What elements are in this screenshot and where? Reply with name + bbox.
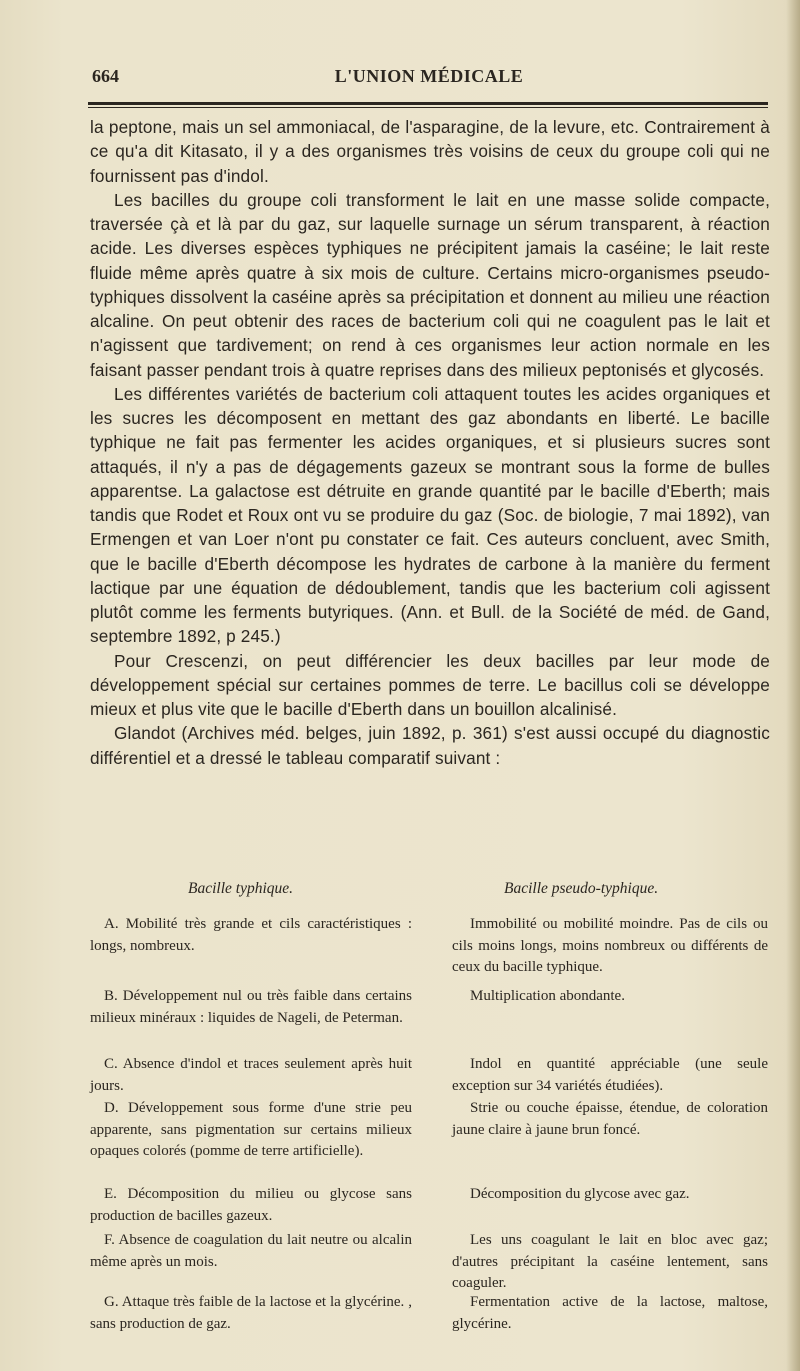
paragraph-3: Les différentes variétés de bacterium coli attaquent toutes les acides organiques et les sucres les décomposent en mettant des gaz abondants en liberté. Le bacille typhique ne fait pas fermenter les acides organiques, et si plusieurs sucres sont attaqués, il n'y a pas de dégagements gazeux se montrant sous la forme de bulles apparentse. La galactose est détruite en grande quantité par le bacille d'Eberth; mais tandis que Rodet et Roux ont vu se produire du gaz (Soc. de biologie, 7 mai 1892), van Ermengen et van Loer n'ont pu constater ce fait. Ces auteurs concluent, avec Smith, que le bacille d'Eberth décompose les hydrates de carbone à la manière du ferment lactique par une équation de dédoublement, tandis que les bacterium coli agissent plutôt comme les ferments butyriques. (Ann. et Bull. de la Société de méd. de Gand, septembre 1892, p 245.) [90, 383, 770, 647]
header-rule-thin [88, 107, 768, 108]
page-header [92, 66, 766, 96]
table-cell-left: A. Mobilité très grande et cils caractéristiques : longs, nombreux. [90, 916, 412, 954]
paragraph-4: Pour Crescenzi, on peut différencier les deux bacilles par leur mode de développement spécial sur certaines pommes de terre. Le bacillus coli se développe mieux et plus vite que le bacille d'Eberth dans un bouillon alcalinisé. [90, 650, 770, 719]
table-cell-right: Les uns coagulant le lait en bloc avec gaz; d'autres précipitant la caséine lentement, sans coaguler. [452, 1232, 768, 1291]
paragraph-2: Les bacilles du groupe coli transforment le lait en une masse solide compacte, traversée çà et là par du gaz, sur laquelle surnage un sérum transparent, à réaction acide. Les diverses espèces typhiques ne précipitent jamais la caséine; le lait reste fluide même après quatre à six mois de culture. Certains micro-organismes pseudo-typhiques dissolvent la caséine après sa précipitation et donnent au milieu une réaction alcaline. On peut obtenir des races de bacterium coli qui ne coagulent pas le lait et n'agissent que tardivement; on rend à ces organismes leur action normale en les faisant passer pendant trois à quatre reprises dans des milieux peptonisés et glycosés. [90, 189, 770, 380]
article-body [90, 115, 770, 770]
table-cell-left: E. Décomposition du milieu ou glycose sans production de bacilles gazeux. [90, 1186, 412, 1224]
paragraph-1: la peptone, mais un sel ammoniacal, de l'asparagine, de la levure, etc. Contrairement à ce qu'a dit Kitasato, il y a des organismes très voisins de ceux du groupe coli qui ne fournissent pas d'indol. [90, 117, 770, 186]
page-edge-shadow [786, 0, 800, 1371]
table-cell-right: Fermentation active de la lactose, maltose, glycérine. [452, 1294, 768, 1332]
header-rule-thick [88, 102, 768, 105]
running-title: L'UNION MÉDICALE [334, 66, 524, 86]
table-cell-right: Strie ou couche épaisse, étendue, de coloration jaune claire à jaune brun foncé. [452, 1100, 768, 1138]
page-number: 664 [92, 66, 119, 86]
table-cell-left: B. Développement nul ou très faible dans certains milieux minéraux : liquides de Nageli, de Peterman. [90, 988, 412, 1026]
table-cell-right: Indol en quantité appréciable (une seule exception sur 34 variétés étudiées). [452, 1056, 768, 1094]
column-header-pseudo-typhique: Bacille pseudo-typhique. [504, 880, 659, 897]
table-cell-left: C. Absence d'indol et traces seulement après huit jours. [90, 1056, 412, 1094]
paragraph-5: Glandot (Archives méd. belges, juin 1892, p. 361) s'est aussi occupé du diagnostic différentiel et a dressé le tableau comparatif suivant : [90, 723, 770, 768]
column-header-typhique: Bacille typhique. [188, 880, 294, 897]
table-cell-right: Décomposition du glycose avec gaz. [470, 1186, 690, 1202]
table-cell-left: F. Absence de coagulation du lait neutre ou alcalin même après un mois. [90, 1232, 412, 1270]
table-cell-right: Multiplication abondante. [470, 988, 625, 1004]
table-cell-left: D. Développement sous forme d'une strie peu apparente, sans pigmentation sur certains milieux opaques colorés (pomme de terre artificielle). [90, 1100, 412, 1159]
table-cell-left: G. Attaque très faible de la lactose et la glycérine. , sans production de gaz. [90, 1294, 412, 1332]
table-cell-right: Immobilité ou mobilité moindre. Pas de cils ou cils moins longs, moins nombreux ou différents de ceux du bacille typhique. [452, 916, 768, 975]
